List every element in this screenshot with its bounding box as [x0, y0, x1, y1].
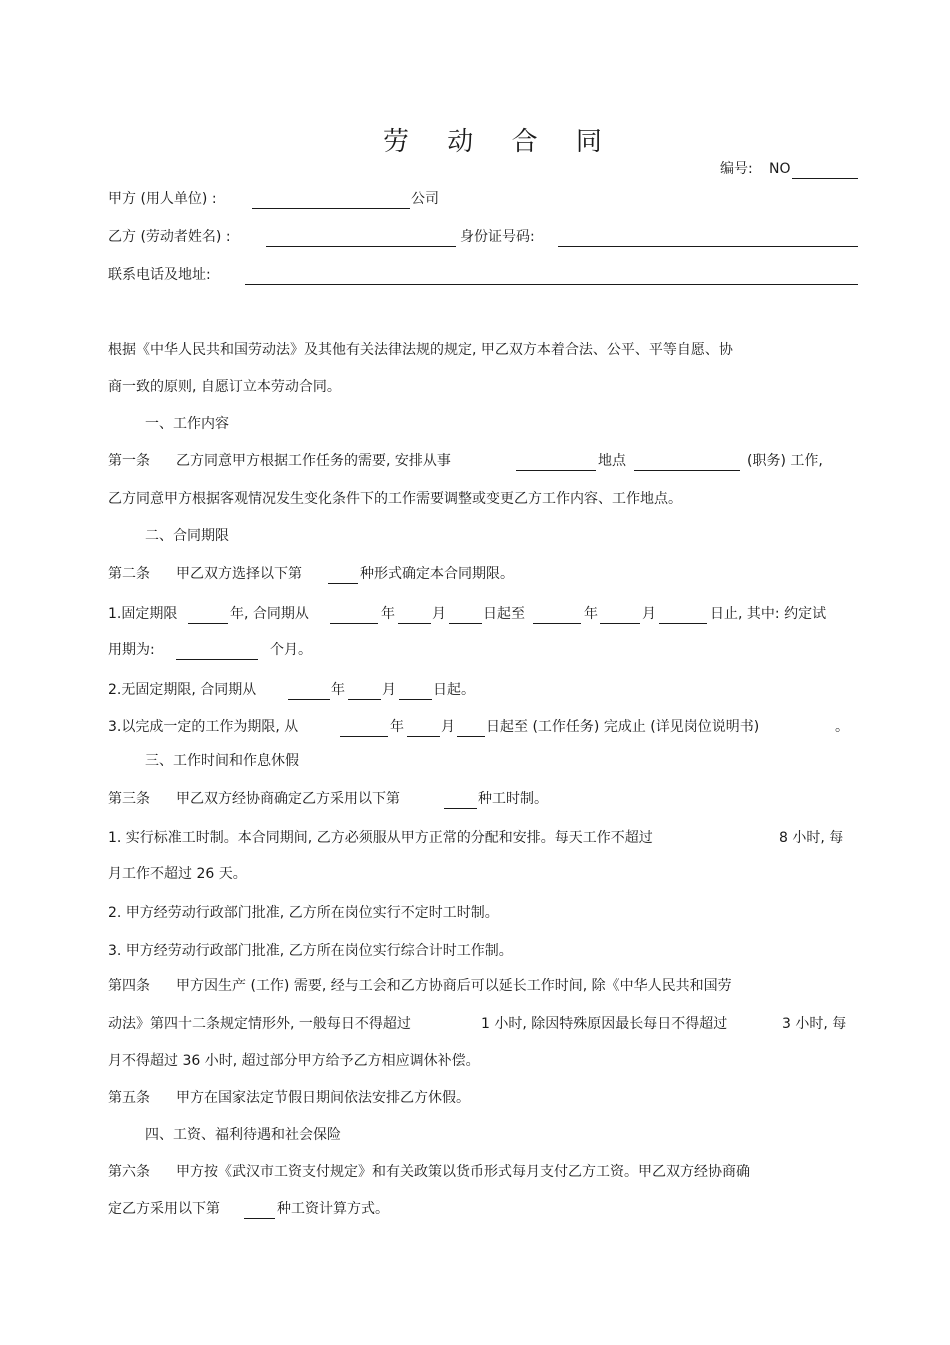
term-text: 。: [835, 719, 849, 735]
open-month-blank[interactable]: [348, 699, 381, 700]
id-number-blank[interactable]: [558, 246, 858, 247]
term-text: 3.以完成一定的工作为期限, 从: [108, 719, 299, 735]
term-text: 日起。: [433, 682, 475, 698]
task-year-blank[interactable]: [340, 736, 388, 737]
contact-label: 联系电话及地址:: [108, 267, 211, 283]
id-number-label: 身份证号码:: [460, 229, 535, 245]
hours-type-blank[interactable]: [444, 808, 477, 809]
number-label: 编号:: [720, 161, 753, 177]
article-text: 甲方按《武汉市工资支付规定》和有关政策以货币形式每月支付乙方工资。甲乙双方经协商确: [176, 1164, 750, 1180]
party-a-blank[interactable]: [252, 208, 410, 209]
term-text: 年, 合同期从: [230, 606, 309, 622]
article-text: 动法》第四十二条规定情形外, 一般每日不得超过: [108, 1016, 411, 1032]
start-year-blank[interactable]: [330, 623, 378, 624]
open-day-blank[interactable]: [399, 699, 432, 700]
article-text: 月不得超过 36 小时, 超过部分甲方给予乙方相应调休补偿。: [108, 1053, 480, 1069]
term-type-blank[interactable]: [328, 583, 358, 584]
section-heading: 一、工作内容: [145, 416, 229, 432]
intro-line: 商一致的原则, 自愿订立本劳动合同。: [108, 379, 341, 395]
end-day-blank[interactable]: [659, 623, 707, 624]
term-text: 年: [390, 719, 404, 735]
section-heading: 四、工资、福利待遇和社会保险: [145, 1127, 341, 1143]
end-month-blank[interactable]: [600, 623, 640, 624]
start-day-blank[interactable]: [449, 623, 482, 624]
term-text: 1.固定期限: [108, 606, 178, 622]
task-day-blank[interactable]: [457, 736, 485, 737]
hours-text: 8 小时, 每: [779, 830, 844, 846]
hours-text: 3. 甲方经劳动行政部门批准, 乙方所在岗位实行综合计时工作制。: [108, 943, 513, 959]
term-text: 年: [331, 682, 345, 698]
article-text: 种形式确定本合同期限。: [360, 566, 514, 582]
title-char: 合: [511, 127, 538, 157]
article-text: 甲乙双方选择以下第: [176, 566, 302, 582]
section-heading: 三、工作时间和作息休假: [145, 753, 299, 769]
term-text: 月: [432, 606, 446, 622]
start-month-blank[interactable]: [398, 623, 431, 624]
number-prefix: NO: [769, 161, 791, 177]
term-text: 月: [642, 606, 656, 622]
term-text: 个月。: [270, 642, 312, 658]
task-month-blank[interactable]: [407, 736, 440, 737]
intro-line: 根据《中华人民共和国劳动法》及其他有关法律法规的规定, 甲乙双方本着合法、公平、平等自愿、协: [108, 342, 733, 358]
title-char: 动: [447, 127, 474, 157]
article-number: 第六条: [108, 1164, 150, 1180]
article-text: 地点: [598, 453, 626, 469]
job-blank[interactable]: [516, 470, 596, 471]
term-text: 年: [584, 606, 598, 622]
title-char: 劳: [383, 127, 410, 157]
end-year-blank[interactable]: [533, 623, 581, 624]
article-number: 第一条: [108, 453, 150, 469]
hours-text: 1. 实行标准工时制。本合同期间, 乙方必须服从甲方正常的分配和安排。每天工作不超过: [108, 830, 653, 846]
party-b-name-blank[interactable]: [266, 246, 456, 247]
article-text: 定乙方采用以下第: [108, 1201, 220, 1217]
article-text: 甲方在国家法定节假日期间依法安排乙方休假。: [176, 1090, 470, 1106]
wage-type-blank[interactable]: [244, 1218, 275, 1219]
hours-text: 月工作不超过 26 天。: [108, 866, 247, 882]
section-heading: 二、合同期限: [145, 528, 229, 544]
article-text: 1 小时, 除因特殊原因最长每日不得超过: [481, 1016, 728, 1032]
article-text: 乙方同意甲方根据客观情况发生变化条件下的工作需要调整或变更乙方工作内容、工作地点。: [108, 491, 682, 507]
term-text: 日止, 其中: 约定试: [710, 606, 827, 622]
number-blank[interactable]: [792, 178, 858, 179]
term-text: 日起至 (工作任务) 完成止 (详见岗位说明书): [486, 719, 760, 735]
article-text: 乙方同意甲方根据工作任务的需要, 安排从事: [176, 453, 451, 469]
term-text: 日起至: [483, 606, 525, 622]
party-a-suffix: 公司: [411, 191, 439, 207]
probation-blank[interactable]: [176, 659, 258, 660]
title-char: 同: [575, 127, 602, 157]
term-text: 用期为:: [108, 642, 155, 658]
term-text: 年: [381, 606, 395, 622]
location-blank[interactable]: [634, 470, 740, 471]
article-number: 第三条: [108, 791, 150, 807]
party-b-label: 乙方 (劳动者姓名) :: [108, 229, 231, 245]
open-year-blank[interactable]: [288, 699, 330, 700]
article-text: 种工时制。: [478, 791, 548, 807]
party-a-label: 甲方 (用人单位) :: [108, 191, 217, 207]
contact-blank[interactable]: [245, 284, 858, 285]
hours-text: 2. 甲方经劳动行政部门批准, 乙方所在岗位实行不定时工时制。: [108, 905, 499, 921]
article-text: 甲方因生产 (工作) 需要, 经与工会和乙方协商后可以延长工作时间, 除《中华人民共和国劳: [176, 978, 732, 994]
contract-title: [383, 121, 602, 158]
article-text: 种工资计算方式。: [277, 1201, 389, 1217]
term-text: 月: [441, 719, 455, 735]
article-text: 3 小时, 每: [782, 1016, 847, 1032]
term-text: 2.无固定期限, 合同期从: [108, 682, 257, 698]
article-text: 甲乙双方经协商确定乙方采用以下第: [176, 791, 400, 807]
article-number: 第四条: [108, 978, 150, 994]
article-number: 第五条: [108, 1090, 150, 1106]
years-blank[interactable]: [188, 623, 228, 624]
article-number: 第二条: [108, 566, 150, 582]
term-text: 月: [382, 682, 396, 698]
article-text: (职务) 工作,: [747, 453, 823, 469]
